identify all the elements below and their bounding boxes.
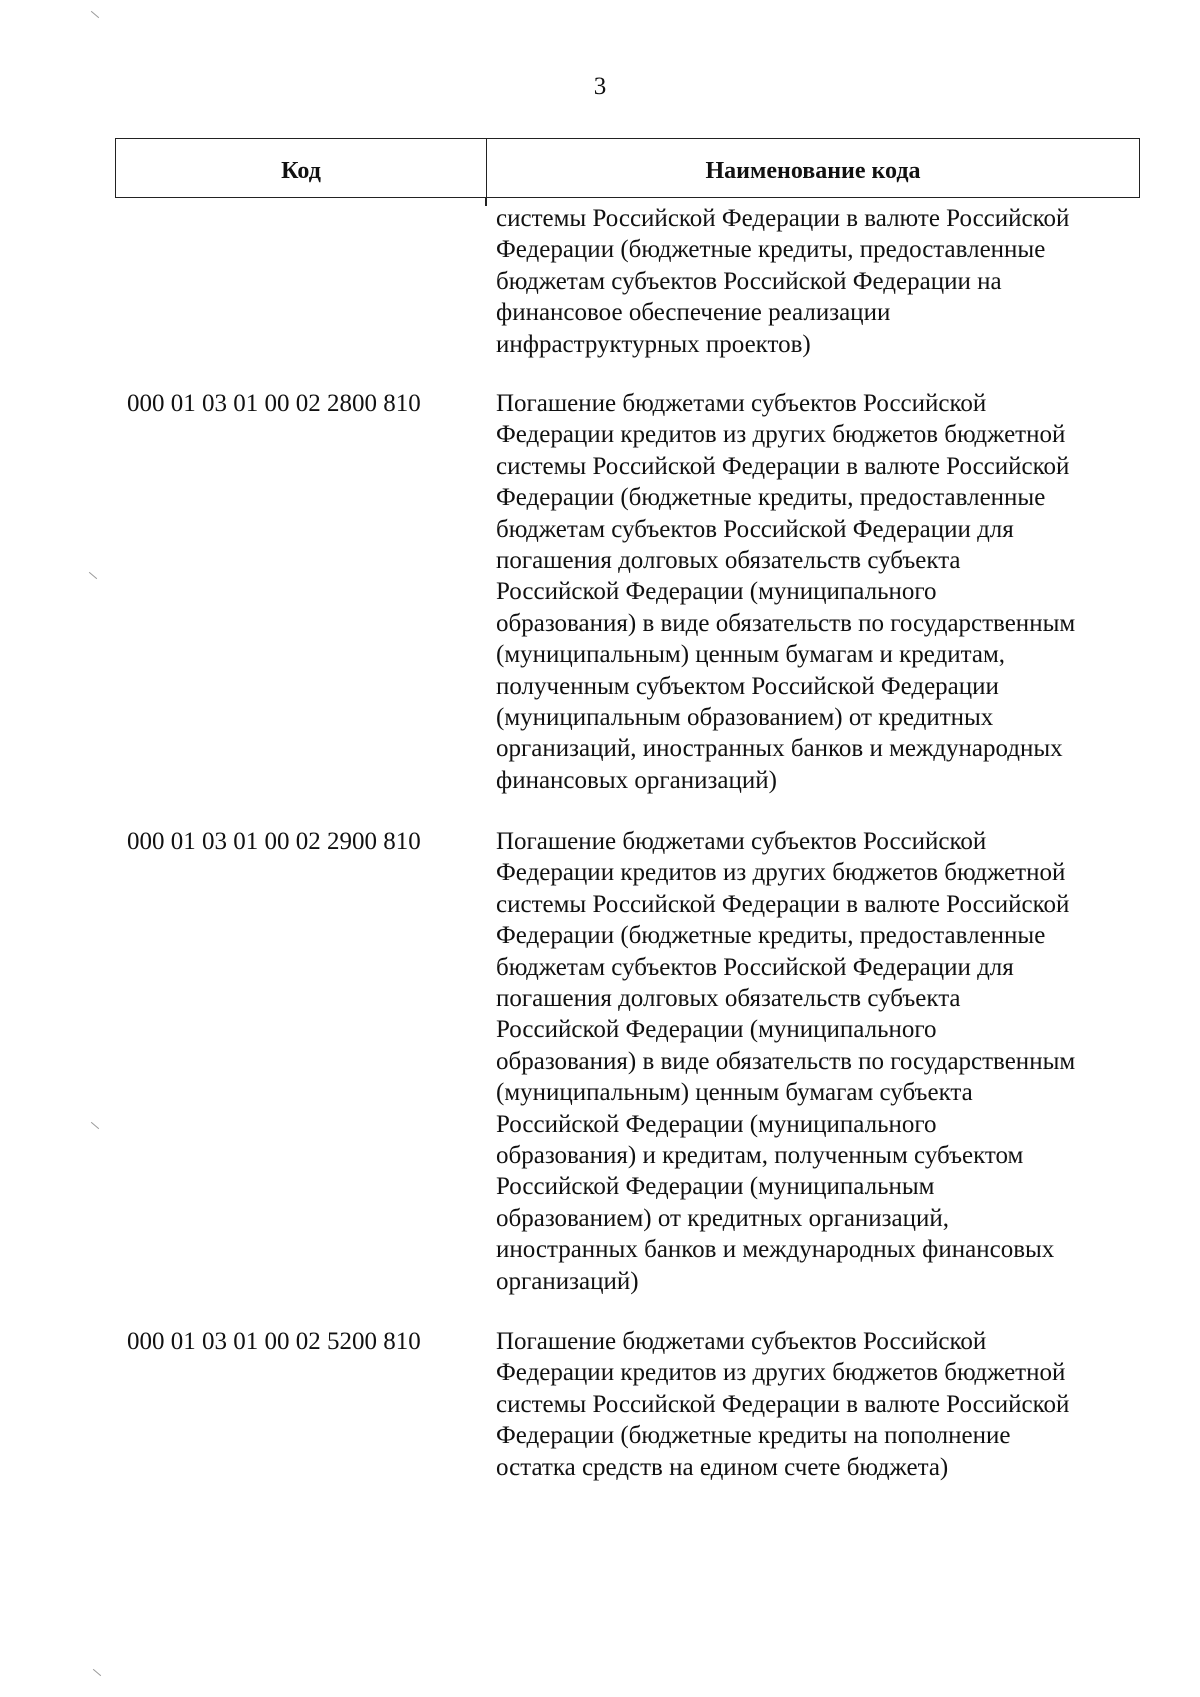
table-header (115, 138, 1140, 198)
desc-line: образования) и кредитам, полученным субъектом (496, 1142, 1024, 1170)
continuation-text (496, 203, 1130, 360)
page-number: 3 (593, 73, 607, 100)
desc-line: Федерации кредитов из других бюджетов бюджетной (496, 859, 1066, 887)
desc-line: Федерации (бюджетные кредиты, предоставленные (496, 236, 1046, 264)
desc-line: организаций) (496, 1267, 639, 1295)
desc-line: иностранных банков и международных финансовых (496, 1236, 1055, 1264)
desc-line: бюджетам субъектов Российской Федерации для (496, 953, 1014, 981)
desc-line: системы Российской Федерации в валюте Российской (496, 1390, 1070, 1418)
desc-line: Погашение бюджетами субъектов Российской (496, 828, 987, 855)
desc-line: остатка средств на едином счете бюджета) (496, 1453, 949, 1481)
desc-line: Федерации (бюджетные кредиты, предоставленные (496, 484, 1046, 512)
desc-line: системы Российской Федерации в валюте Российской (496, 205, 1070, 232)
desc-line: полученным субъектом Российской Федерации (496, 672, 999, 700)
desc-line: бюджетам субъектов Российской Федерации на (496, 267, 1002, 295)
desc-line: (муниципальным) ценным бумагам и кредитам, (496, 641, 1006, 669)
desc-line: Российской Федерации (муниципальным (496, 1173, 935, 1201)
desc-line: Федерации (бюджетные кредиты, предоставленные (496, 922, 1046, 950)
desc-line: образованием) от кредитных организаций, (496, 1204, 950, 1232)
desc-line: образования) в виде обязательств по государственным (496, 1047, 1076, 1075)
desc-line: Российской Федерации (муниципального (496, 1110, 937, 1138)
column-divider (485, 198, 487, 206)
desc-line: Федерации (бюджетные кредиты на пополнение (496, 1422, 1011, 1450)
desc-line: (муниципальным) ценным бумагам субъекта (496, 1079, 973, 1107)
desc-line: инфраструктурных проектов) (496, 330, 811, 358)
desc-line: финансовое обеспечение реализации (496, 299, 891, 327)
desc-line: Федерации кредитов из других бюджетов бюджетной (496, 1359, 1066, 1387)
row-code: 000 01 03 01 00 02 2800 810 (127, 390, 421, 417)
desc-line: организаций, иностранных банков и международных (496, 735, 1063, 763)
row-description (496, 1326, 1130, 1483)
desc-line: погашения долговых обязательств субъекта (496, 547, 961, 575)
header-name: Наименование кода (705, 157, 921, 184)
desc-line: Федерации кредитов из других бюджетов бюджетной (496, 421, 1066, 449)
desc-line: бюджетам субъектов Российской Федерации для (496, 515, 1014, 543)
desc-line: Российской Федерации (муниципального (496, 1016, 937, 1044)
desc-line: образования) в виде обязательств по государственным (496, 609, 1076, 637)
row-code: 000 01 03 01 00 02 5200 810 (127, 1328, 421, 1355)
scan-speck (91, 11, 99, 18)
desc-line: Погашение бюджетами субъектов Российской (496, 1328, 987, 1355)
desc-line: системы Российской Федерации в валюте Российской (496, 890, 1070, 918)
scan-speck (89, 572, 97, 579)
scan-speck (93, 1669, 101, 1676)
row-code: 000 01 03 01 00 02 2900 810 (127, 828, 421, 855)
desc-line: Российской Федерации (муниципального (496, 578, 937, 606)
desc-line: финансовых организаций) (496, 766, 777, 794)
header-code: Код (116, 139, 487, 197)
row-description (496, 388, 1130, 796)
desc-line: Погашение бюджетами субъектов Российской (496, 390, 987, 417)
desc-line: (муниципальным образованием) от кредитных (496, 704, 994, 732)
desc-line: системы Российской Федерации в валюте Российской (496, 452, 1070, 480)
desc-line: погашения долговых обязательств субъекта (496, 985, 961, 1013)
row-description (496, 826, 1130, 1297)
scan-speck (91, 1122, 99, 1129)
